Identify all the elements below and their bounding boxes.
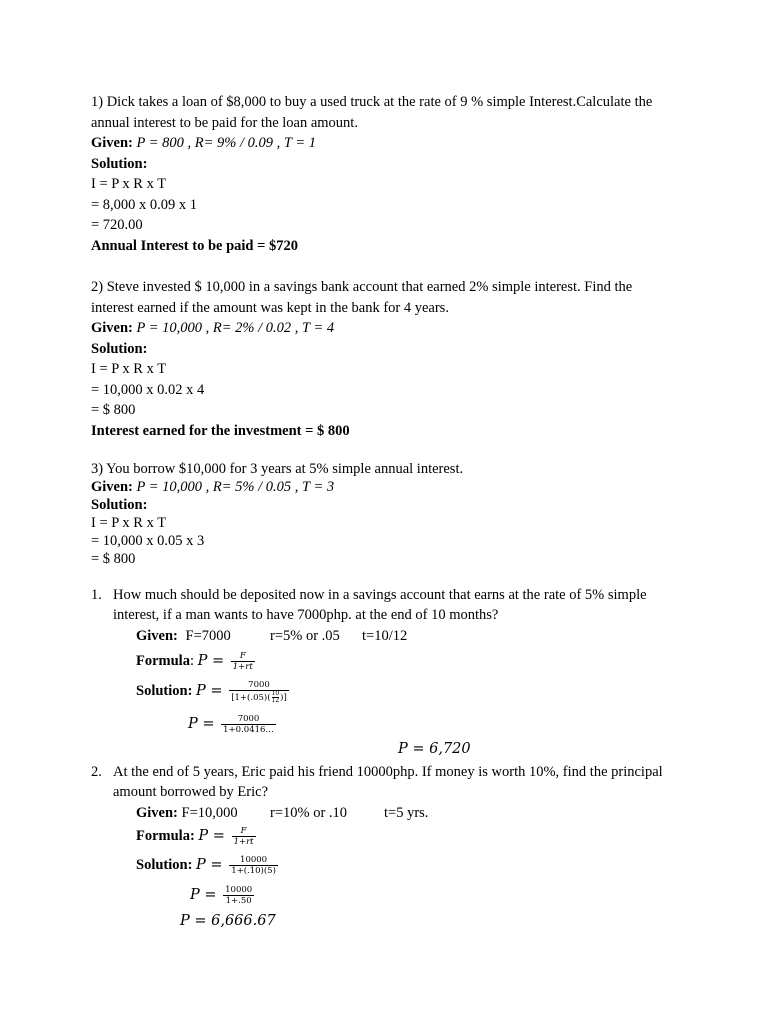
p1-answer: Annual Interest to be paid = $720: [91, 238, 298, 254]
fraction-denominator: 1+0.0416…: [223, 725, 274, 736]
p3-step-2: = 10,000 x 0.05 x 3: [91, 533, 205, 549]
fraction-denominator: 1+rt: [233, 837, 254, 848]
p1-step-3: = 720.00: [91, 217, 143, 233]
solution-label: Solution:: [136, 683, 193, 699]
q1-given-t: t=10/12: [362, 628, 408, 644]
given-values: P = 10,000 , R= 5% / 0.05 , T = 3: [136, 479, 335, 495]
q2-step-2: [190, 883, 254, 907]
formula-label: Formula:: [136, 828, 195, 844]
p2-step-2: = 10,000 x 0.02 x 4: [91, 382, 205, 398]
q1-question-line-1: How much should be deposited now in a savings account that earns at the rate of 5% simple: [113, 587, 647, 603]
q2-question-line-1: At the end of 5 years, Eric paid his friend 10000php. If money is worth 10%, find the principal: [113, 764, 663, 780]
inner-numerator: 10: [271, 689, 280, 697]
given-values: P = 800 , R= 9% / 0.09 , T = 1: [136, 135, 316, 151]
q2-given: [136, 805, 238, 822]
q1-given: [136, 628, 231, 645]
fraction-numerator: 7000: [229, 680, 289, 691]
p1-question-line-2: annual interest to be paid for the loan amount.: [91, 115, 358, 131]
p1-step-1: I = P x R x T: [91, 176, 167, 192]
formula-colon: :: [189, 653, 194, 669]
q2-question-line-2: amount borrowed by Eric?: [113, 784, 269, 800]
step2-lhs: P =: [188, 716, 215, 732]
q2-given-t: t=5 yrs.: [384, 805, 429, 821]
solution-lhs: P =: [196, 857, 223, 873]
p1-given: [91, 135, 316, 152]
p2-step-1: I = P x R x T: [91, 361, 167, 377]
fraction-numerator: 7000: [221, 714, 276, 725]
q2-formula: [136, 825, 256, 847]
fraction-numerator: 10000: [229, 855, 278, 866]
formula-fraction: [231, 651, 255, 672]
given-f: F=10,000: [181, 805, 238, 821]
step2-lhs: P =: [190, 887, 217, 903]
solution-lhs: P =: [196, 683, 223, 699]
p2-question-line-1: 2) Steve invested $ 10,000 in a savings bank account that earned 2% simple interest. Find the: [91, 279, 633, 295]
given-label: Given:: [136, 805, 178, 821]
p2-answer: Interest earned for the investment = $ 800: [91, 423, 350, 439]
given-values: P = 10,000 , R= 2% / 0.02 , T = 4: [136, 320, 335, 336]
given-label: Given:: [136, 628, 178, 644]
solution-label: Solution:: [136, 857, 193, 873]
p1-solution-label: Solution:: [91, 156, 148, 172]
p2-given: [91, 320, 334, 337]
formula-lhs: P =: [198, 828, 225, 844]
denominator-text: 1+(.05): [234, 692, 268, 703]
p1-question-line-1: 1) Dick takes a loan of $8,000 to buy a used truck at the rate of 9 % simple Interest.Calculate the: [91, 94, 653, 110]
fraction-numerator: F: [231, 651, 255, 662]
p3-question-line-1: 3) You borrow $10,000 for 3 years at 5% simple annual interest.: [91, 461, 464, 477]
formula-lhs: P =: [197, 653, 225, 669]
q1-given-r: r=5% or .05: [270, 628, 340, 644]
p2-question-line-2: interest earned if the amount was kept in the bank for 4 years.: [91, 300, 449, 316]
fraction-numerator: 10000: [225, 885, 253, 896]
p2-solution-label: Solution:: [91, 341, 148, 357]
q1-question-line-2: interest, if a man wants to have 7000php. at the end of 10 months?: [113, 607, 499, 623]
fraction-denominator: 1+rt: [232, 662, 253, 673]
p3-solution-label: Solution:: [91, 497, 148, 513]
inner-denominator: 12: [271, 696, 280, 704]
q1-number: 1.: [91, 587, 102, 603]
p1-step-2: = 8,000 x 0.09 x 1: [91, 197, 198, 213]
q1-formula: [136, 650, 255, 672]
q2-solution: [136, 852, 278, 878]
q1-step-2: [188, 712, 276, 736]
p3-step-3: = $ 800: [91, 551, 136, 567]
given-label: Given:: [91, 479, 133, 495]
q1-result: P = 6,720: [398, 741, 471, 757]
given-f: F=7000: [185, 628, 231, 644]
given-label: Given:: [91, 135, 133, 151]
q1-solution: [136, 677, 289, 705]
q2-given-r: r=10% or .10: [270, 805, 348, 821]
p3-step-1: I = P x R x T: [91, 515, 167, 531]
q2-number: 2.: [91, 764, 102, 780]
formula-label: Formula: [136, 653, 190, 669]
solution-fraction: [229, 680, 289, 704]
p3-given: [91, 479, 334, 496]
fraction-denominator: 1+.50: [225, 896, 252, 907]
q2-result: P = 6,666.67: [180, 913, 276, 929]
fraction-denominator: 1+(.10)(5): [231, 866, 276, 877]
fraction-numerator: F: [232, 826, 256, 837]
p2-step-3: = $ 800: [91, 402, 136, 418]
inner-fraction: [272, 691, 280, 704]
fraction-denominator: [1+(.05)( $\frac{10}{12}$ )]: [231, 689, 287, 704]
given-label: Given:: [91, 320, 133, 336]
solution-fraction: [229, 855, 278, 876]
step2-fraction: [221, 714, 276, 735]
formula-fraction: [232, 826, 256, 847]
step2-fraction: [223, 885, 254, 906]
